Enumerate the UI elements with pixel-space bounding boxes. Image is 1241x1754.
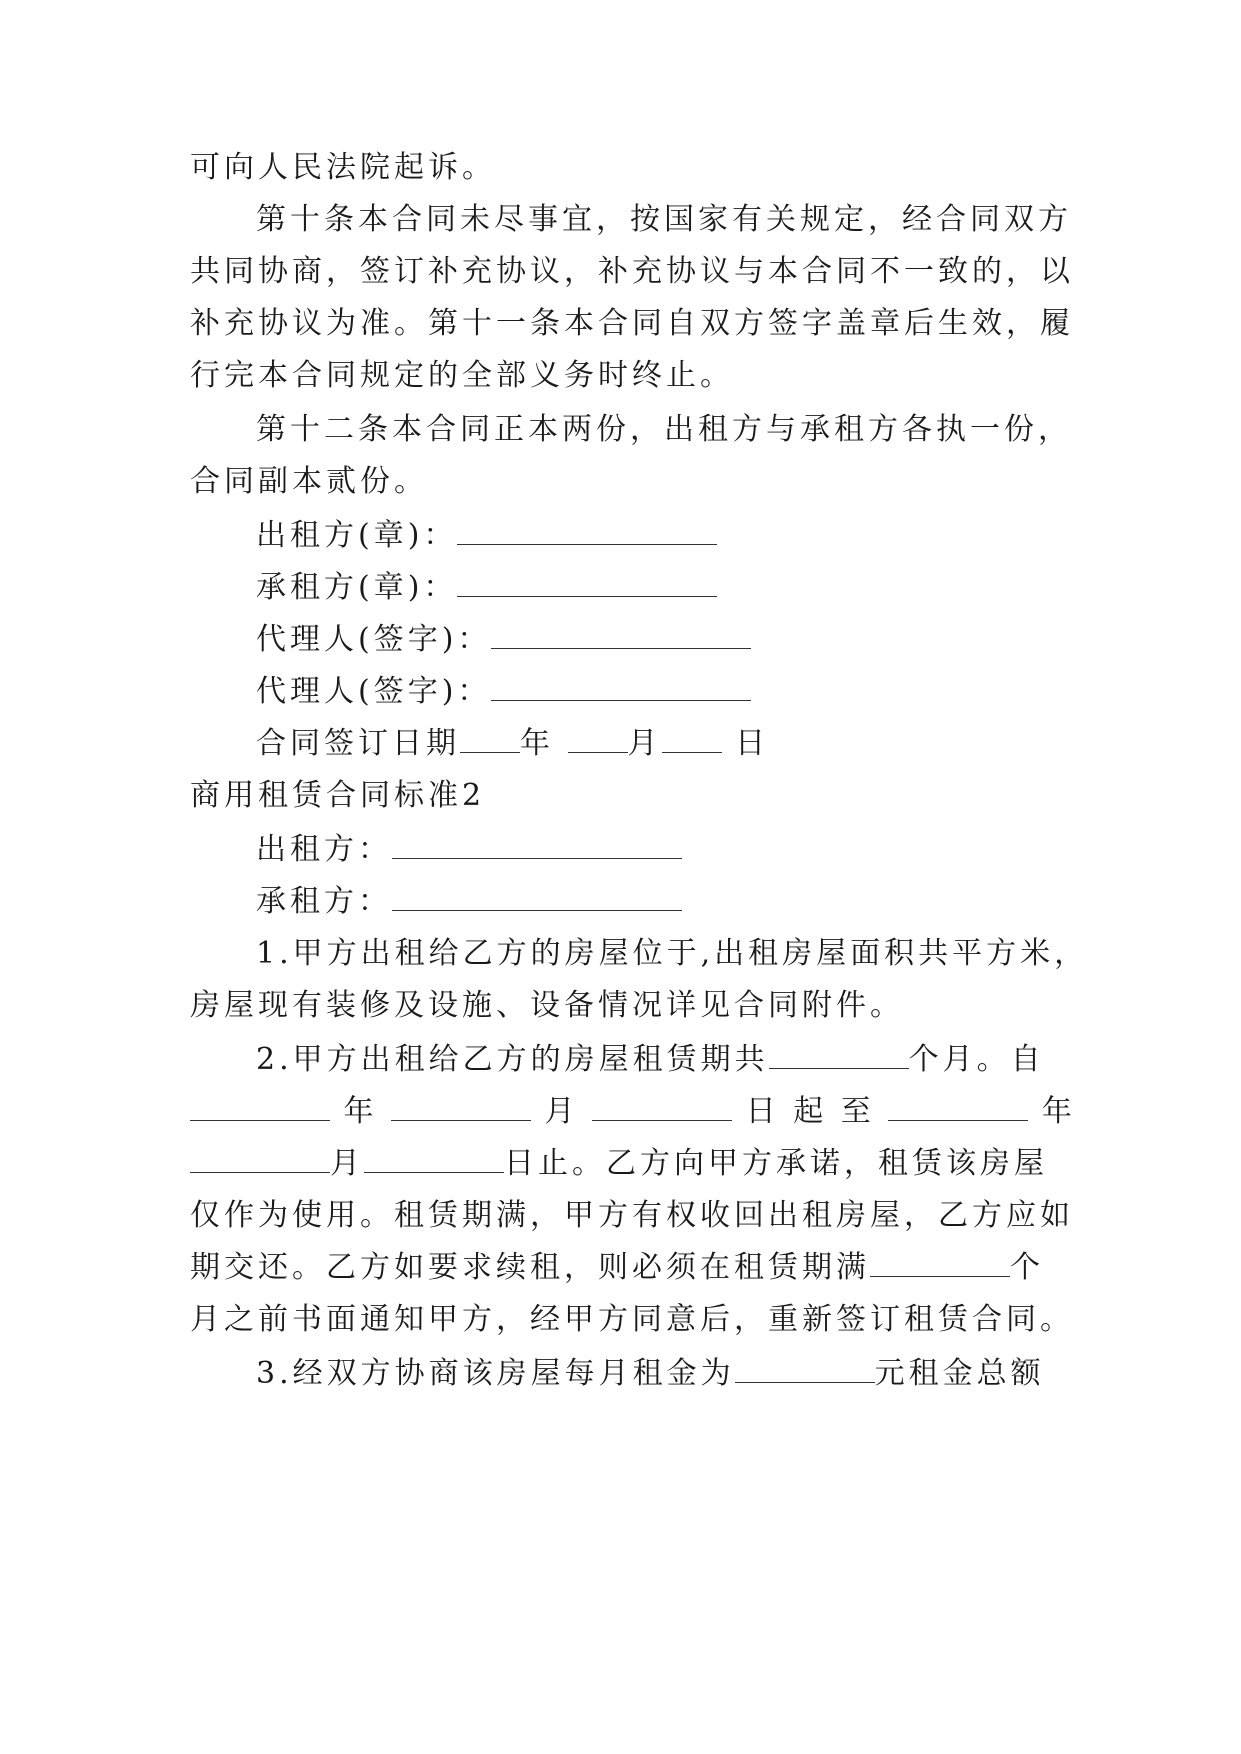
clause-text: 个 — [1010, 1250, 1044, 1285]
signature-label: 代理人(签字)： — [256, 622, 492, 657]
text-line: 第十二条本合同正本两份，出租方与承租方各执一份， — [256, 412, 1072, 447]
blank-field[interactable] — [190, 1146, 330, 1173]
blank-field[interactable] — [190, 1094, 330, 1121]
blank-field[interactable] — [662, 726, 722, 753]
signature-label: 出租方(章)： — [256, 518, 458, 553]
clause-text: 月 — [330, 1146, 364, 1181]
clause-line: 1.甲方出租给乙方的房屋位于,出租房屋面积共平方米， — [256, 936, 1089, 971]
clause-line: 房屋现有装修及设施、设备情况详见合同附件。 — [190, 988, 904, 1023]
signature-label: 代理人(签字)： — [256, 674, 492, 709]
clause-line — [256, 1040, 1136, 1080]
blank-field[interactable] — [457, 570, 717, 597]
clause-text: 年 — [1041, 1094, 1076, 1129]
blank-field[interactable] — [870, 1250, 1010, 1277]
clause-text: 日 起 至 — [745, 1094, 875, 1129]
text-line: 补充协议为准。第十一条本合同自双方签字盖章后生效，履 — [190, 306, 1074, 341]
party-line-lessor — [256, 830, 1136, 870]
signature-label: 承租方(章)： — [256, 570, 458, 605]
clause-text: 日止。乙方向甲方承诺，租赁该房屋 — [504, 1146, 1048, 1181]
party-line-lessee — [256, 882, 1136, 922]
blank-field[interactable] — [391, 1094, 531, 1121]
clause-line — [190, 1092, 1076, 1132]
clause-text: 2.甲方出租给乙方的房屋租赁期共 — [256, 1042, 769, 1077]
section-title: 商用租赁合同标准2 — [190, 778, 486, 813]
blank-field[interactable] — [491, 622, 751, 649]
party-label: 出租方： — [256, 832, 392, 867]
clause-line — [256, 1354, 1136, 1394]
signature-line-agent — [256, 620, 1136, 660]
blank-field[interactable] — [491, 674, 751, 701]
text-line: 共同协商，签订补充协议，补充协议与本合同不一致的，以 — [190, 254, 1074, 289]
text-line: 第十条本合同未尽事宜，按国家有关规定，经合同双方 — [256, 202, 1072, 237]
date-unit: 日 — [735, 726, 770, 761]
clause-text: 3.经双方协商该房屋每月租金为 — [256, 1356, 735, 1391]
clause-line — [190, 1248, 1070, 1288]
blank-field[interactable] — [735, 1356, 875, 1383]
text-line: 行完本合同规定的全部义务时终止。 — [190, 358, 734, 393]
blank-field[interactable] — [769, 1042, 909, 1069]
clause-text: 个月。自 — [908, 1042, 1045, 1077]
blank-field[interactable] — [592, 1094, 732, 1121]
text-line: 合同副本贰份。 — [190, 464, 428, 499]
signature-line-agent — [256, 672, 1136, 712]
signature-line-lessee — [256, 568, 1136, 608]
date-label: 合同签订日期 — [256, 726, 460, 761]
party-label: 承租方： — [256, 884, 392, 919]
text-line: 可向人民法院起诉。 — [190, 150, 496, 185]
clause-text: 元租金总额 — [874, 1356, 1045, 1391]
clause-text: 年 — [343, 1094, 378, 1129]
clause-text: 期交还。乙方如要求续租，则必须在租赁期满 — [190, 1250, 870, 1285]
signing-date-line — [256, 724, 1136, 764]
blank-field[interactable] — [392, 884, 682, 911]
blank-field[interactable] — [392, 832, 682, 859]
date-unit: 年 — [520, 726, 554, 761]
blank-field[interactable] — [457, 518, 717, 545]
blank-field[interactable] — [888, 1094, 1028, 1121]
clause-line — [190, 1144, 1070, 1184]
blank-field[interactable] — [364, 1146, 504, 1173]
clause-line: 月之前书面通知甲方，经甲方同意后，重新签订租赁合同。 — [190, 1302, 1074, 1337]
signature-line-lessor — [256, 516, 1136, 556]
date-unit: 月 — [627, 726, 662, 761]
clause-text: 月 — [544, 1094, 579, 1129]
clause-line: 仅作为使用。租赁期满，甲方有权收回出租房屋，乙方应如 — [190, 1198, 1074, 1233]
blank-field[interactable] — [460, 726, 520, 753]
blank-field[interactable] — [568, 726, 628, 753]
